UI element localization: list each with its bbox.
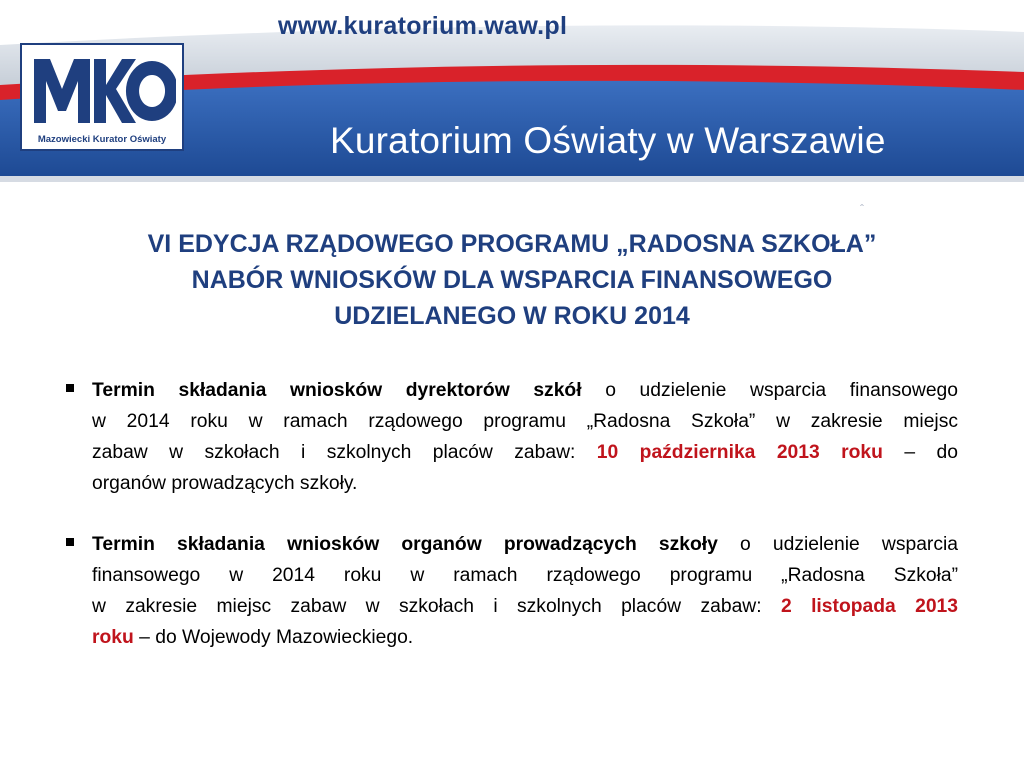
- deadline-date: 10 października 2013 roku: [596, 442, 883, 463]
- text-line: w zakresie miejsc zabaw w szkołach i szkolnych placów zabaw: 2 listopada 2013: [92, 596, 958, 617]
- text-line: organów prowadzących szkoły.: [92, 473, 358, 494]
- text-line: Termin składania wniosków organów prowadzących szkoły o udzielenie wsparcia: [92, 534, 958, 555]
- bullet-item-directors: [66, 375, 958, 499]
- square-bullet-icon: [66, 384, 74, 392]
- logo-caption: Mazowiecki Kurator Oświaty: [37, 134, 167, 145]
- mko-logo-mark: [30, 53, 176, 127]
- site-url[interactable]: www.kuratorium.waw.pl: [278, 12, 568, 40]
- deadline-date: 2 listopada 2013: [780, 596, 958, 617]
- text-line: w 2014 roku w ramach rządowego programu „Radosna Szkoła” w zakresie miejsc: [92, 411, 958, 432]
- square-bullet-icon: [66, 538, 74, 546]
- page-title: [60, 226, 964, 334]
- text-line: zabaw w szkołach i szkolnych placów zabaw: 10 października 2013 roku – do: [92, 442, 958, 463]
- logo: [20, 43, 184, 151]
- deadline-date: roku: [92, 627, 134, 648]
- text-line: Termin składania wniosków dyrektorów szkół o udzielenie wsparcia finansowego: [92, 380, 958, 401]
- title-line: VI EDYCJA RZĄDOWEGO PROGRAMU „RADOSNA SZKOŁA”: [147, 230, 877, 258]
- bullet-item-governing-bodies: [66, 529, 958, 653]
- banner-title: Kuratorium Oświaty w Warszawie: [330, 120, 886, 161]
- caret-up-icon: ˆ: [860, 202, 864, 216]
- header-banner: [0, 0, 1024, 195]
- bullet-list: [66, 375, 958, 683]
- text-line: finansowego w 2014 roku w ramach rządowego programu „Radosna Szkoła”: [92, 565, 958, 586]
- title-line: UDZIELANEGO W ROKU 2014: [334, 302, 690, 330]
- title-line: NABÓR WNIOSKÓW DLA WSPARCIA FINANSOWEGO: [191, 266, 833, 294]
- text-line: roku – do Wojewody Mazowieckiego.: [92, 627, 414, 648]
